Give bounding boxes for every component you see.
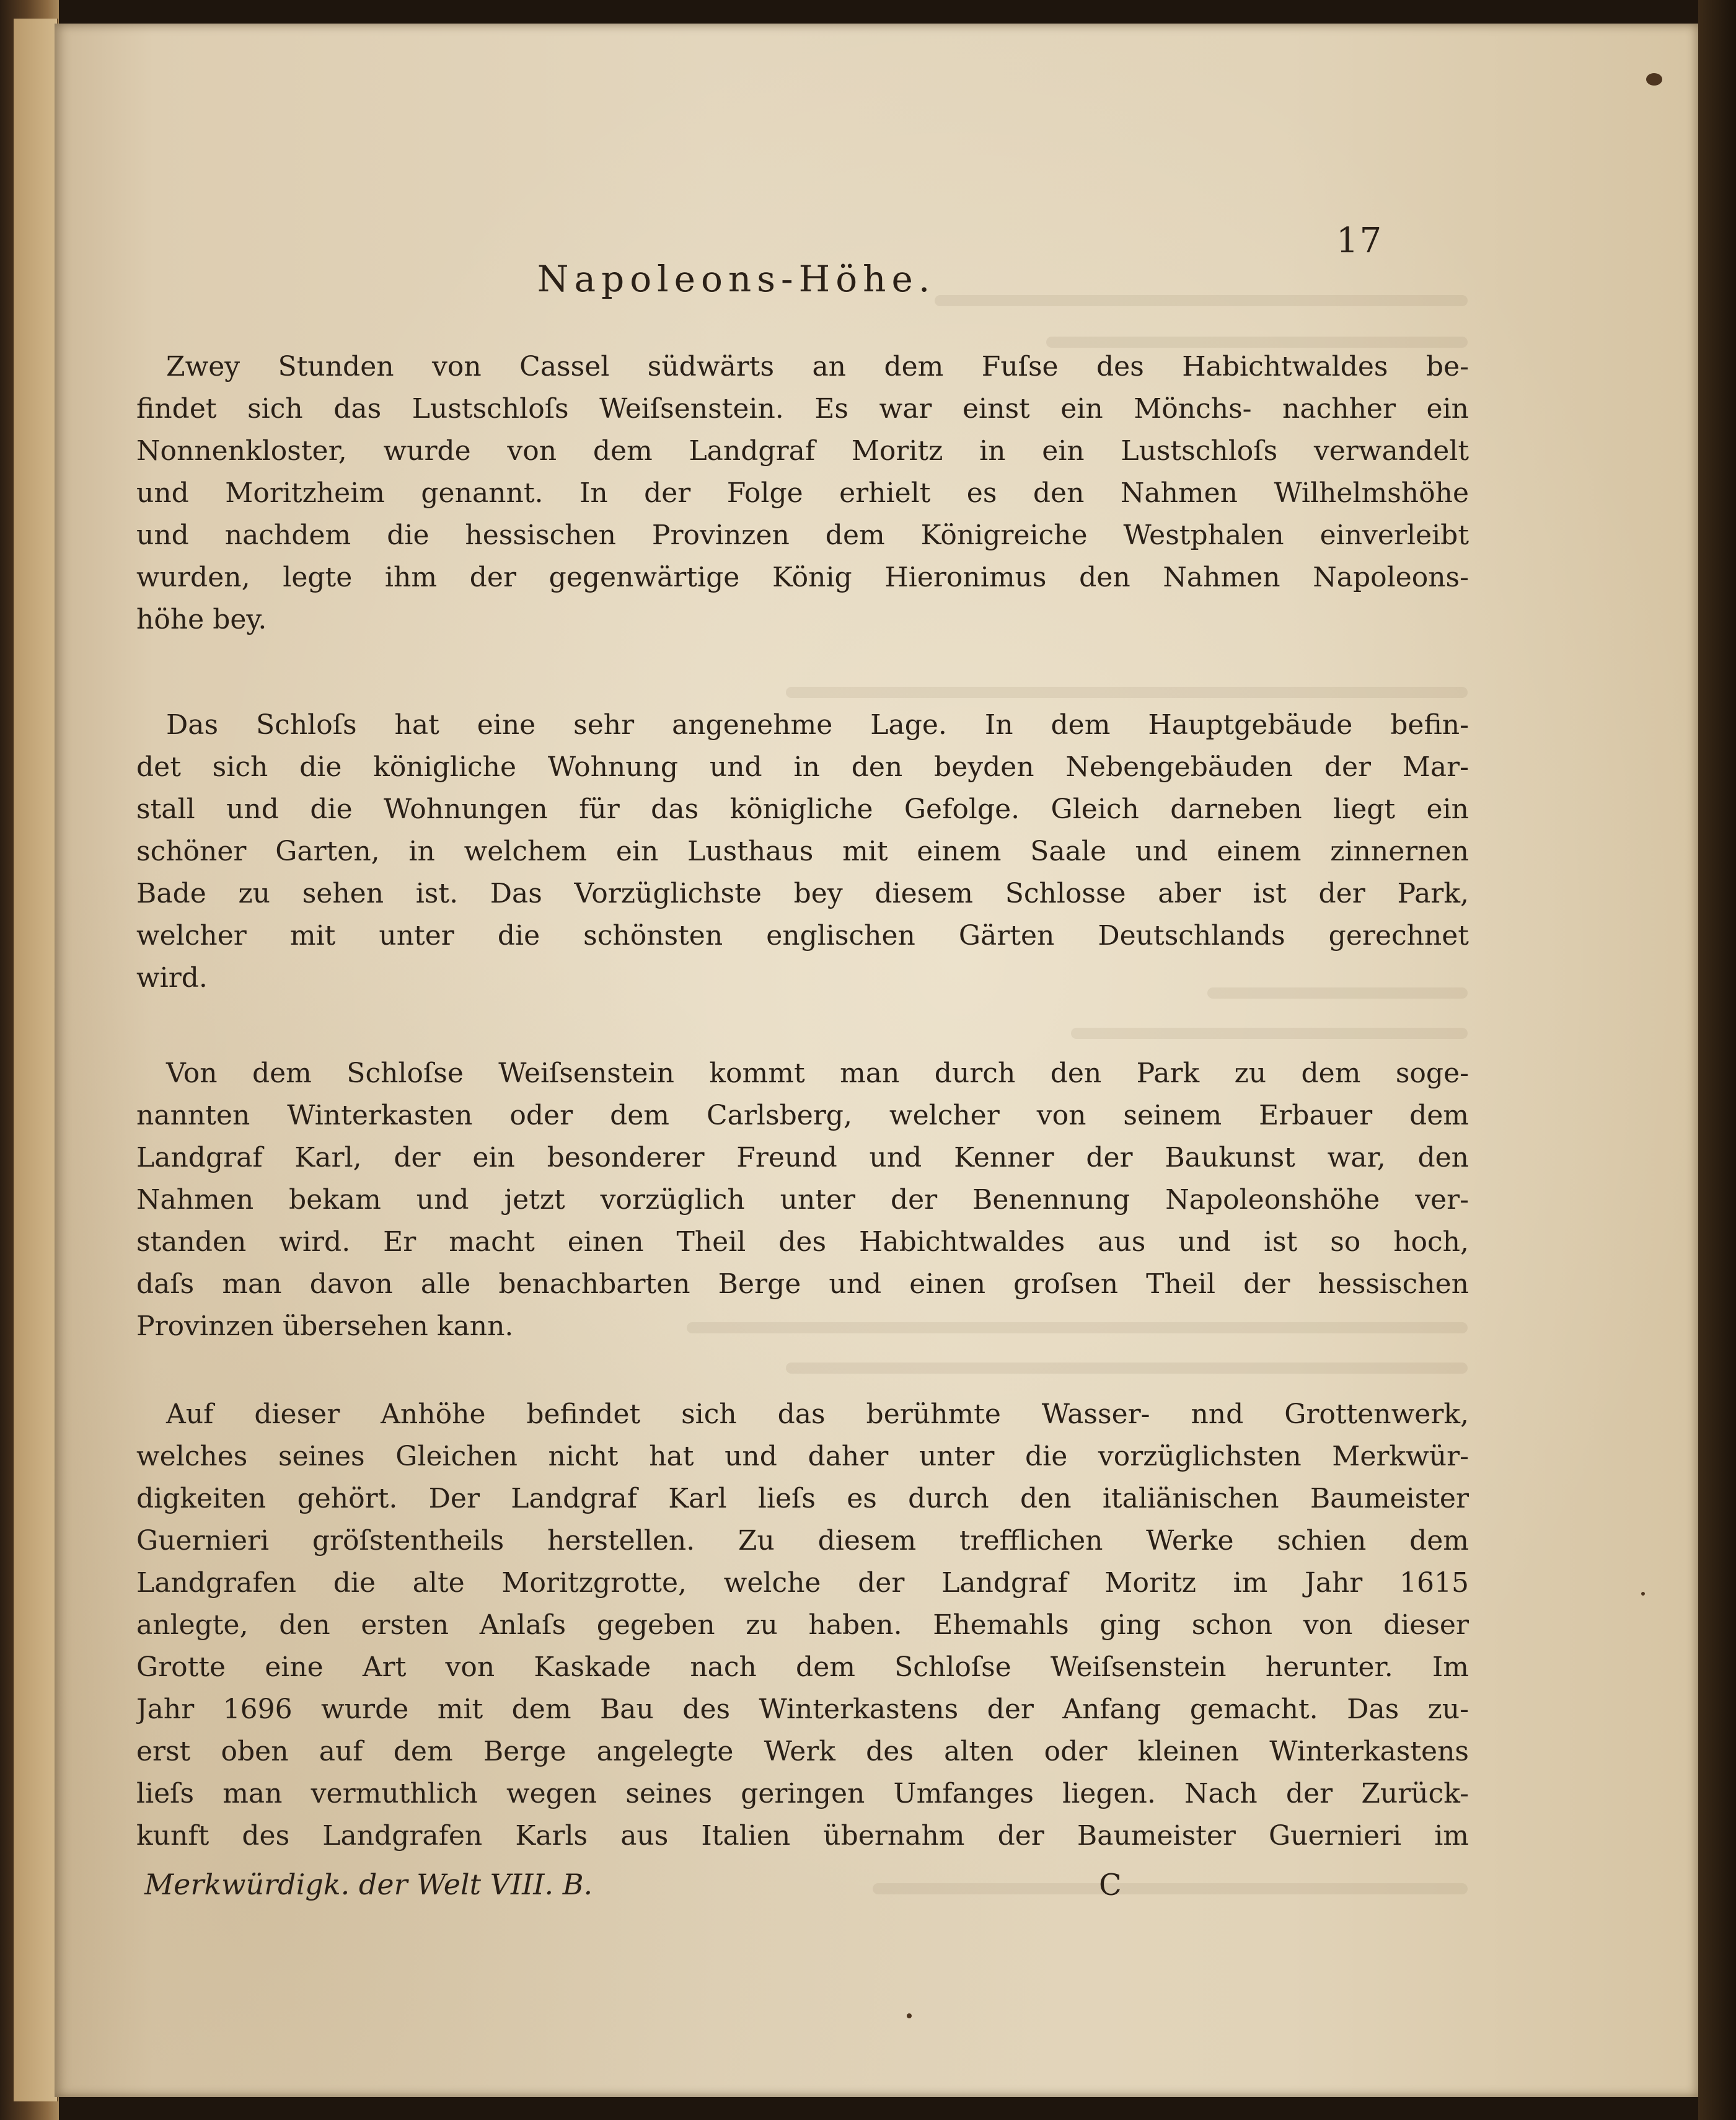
sheet-signature-mark: C bbox=[1099, 1868, 1122, 1902]
text-line: lieſs man vermuthlich wegen seines geringen Umfanges liegen. Nach der Zurück- bbox=[136, 1778, 1469, 1809]
text-line: Bade zu sehen ist. Das Vorzüglichste bey diesem Schlosse aber ist der Park, bbox=[136, 878, 1469, 909]
text-line: wurden, legte ihm der gegenwärtige König Hieronimus den Nahmen Napoleons- bbox=[136, 562, 1469, 593]
paragraph-3 bbox=[136, 1053, 1469, 1348]
paragraph-2 bbox=[136, 704, 1469, 999]
text-line: welches seines Gleichen nicht hat und daher unter die vorzüglichsten Merkwür- bbox=[136, 1441, 1469, 1472]
text-line: und nachdem die hessischen Provinzen dem Königreiche Westphalen einverleibt bbox=[136, 519, 1469, 551]
text-line: Nonnenkloster, wurde von dem Landgraf Moritz in ein Lustschloſs verwandelt bbox=[136, 435, 1469, 467]
text-line: und Moritzheim genannt. In der Folge erhielt es den Nahmen Wilhelmshöhe bbox=[136, 477, 1469, 509]
text-line: Guernieri gröſstentheils herstellen. Zu diesem trefflichen Werke schien dem bbox=[136, 1525, 1469, 1557]
text-line: Landgrafen die alte Moritzgrotte, welche der Landgraf Moritz im Jahr 1615 bbox=[136, 1567, 1469, 1599]
paragraph-4 bbox=[136, 1393, 1469, 1857]
text-line: kunft des Landgrafen Karls aus Italien übernahm der Baumeister Guernieri im bbox=[136, 1820, 1469, 1852]
text-line: Zwey Stunden von Cassel südwärts an dem Fuſse des Habichtwaldes be- bbox=[166, 351, 1469, 382]
book-page bbox=[55, 24, 1698, 2097]
paper-speck bbox=[907, 2013, 912, 2018]
text-line: Grotte eine Art von Kaskade nach dem Schloſse Weiſsenstein herunter. Im bbox=[136, 1651, 1469, 1683]
text-line: Provinzen übersehen kann. bbox=[136, 1310, 514, 1342]
text-line: daſs man davon alle benachbarten Berge und einen groſsen Theil der hessischen bbox=[136, 1268, 1469, 1300]
text-line: stall und die Wohnungen für das königliche Gefolge. Gleich darneben liegt ein bbox=[136, 793, 1469, 825]
text-line: nannten Winterkasten oder dem Carlsberg, welcher von seinem Erbauer dem bbox=[136, 1100, 1469, 1131]
text-line: wird. bbox=[136, 962, 208, 994]
text-line: schöner Garten, in welchem ein Lusthaus mit einem Saale und einem zinnernen bbox=[136, 836, 1469, 867]
text-line: Landgraf Karl, der ein besonderer Freund und Kenner der Baukunst war, den bbox=[136, 1142, 1469, 1173]
text-line: welcher mit unter die schönsten englischen Gärten Deutschlands gerechnet bbox=[136, 920, 1469, 952]
text-line: Auf dieser Anhöhe befindet sich das berühmte Wasser- nnd Grottenwerk, bbox=[166, 1398, 1469, 1430]
text-line: standen wird. Er macht einen Theil des Habichtwaldes aus und ist so hoch, bbox=[136, 1226, 1469, 1258]
paper-speck bbox=[1641, 1592, 1645, 1596]
previous-leaf-edge bbox=[14, 19, 58, 2101]
text-line: digkeiten gehört. Der Landgraf Karl lieſs es durch den italiänischen Baumeister bbox=[136, 1483, 1469, 1514]
text-line: Das Schloſs hat eine sehr angenehme Lage. In dem Hauptgebäude befin- bbox=[166, 709, 1469, 741]
page-heading: Napoleons-Höhe. bbox=[537, 258, 936, 300]
text-line: Von dem Schloſse Weiſsenstein kommt man durch den Park zu dem soge- bbox=[166, 1058, 1469, 1089]
text-line: erst oben auf dem Berge angelegte Werk des alten oder kleinen Winterkastens bbox=[136, 1736, 1469, 1767]
paper-speck bbox=[1646, 73, 1662, 86]
page-number: 17 bbox=[1336, 221, 1383, 261]
page-footer bbox=[144, 1868, 1446, 1911]
text-line: anlegte, den ersten Anlaſs gegeben zu haben. Ehemahls ging schon von dieser bbox=[136, 1609, 1469, 1641]
page-right-shadow bbox=[1698, 0, 1736, 2120]
text-line: Nahmen bekam und jetzt vorzüglich unter der Benennung Napoleonshöhe ver- bbox=[136, 1184, 1469, 1216]
text-line: det sich die königliche Wohnung und in den beyden Nebengebäuden der Mar- bbox=[136, 751, 1469, 783]
text-line: höhe bey. bbox=[136, 604, 267, 635]
text-line: findet sich das Lustschloſs Weiſsenstein. Es war einst ein Mönchs- nachher ein bbox=[136, 393, 1469, 425]
signature-line: Merkwürdigk. der Welt VIII. B. bbox=[144, 1868, 593, 1901]
text-line: Jahr 1696 wurde mit dem Bau des Winterkastens der Anfang gemacht. Das zu- bbox=[136, 1694, 1469, 1725]
paragraph-1 bbox=[136, 346, 1469, 641]
